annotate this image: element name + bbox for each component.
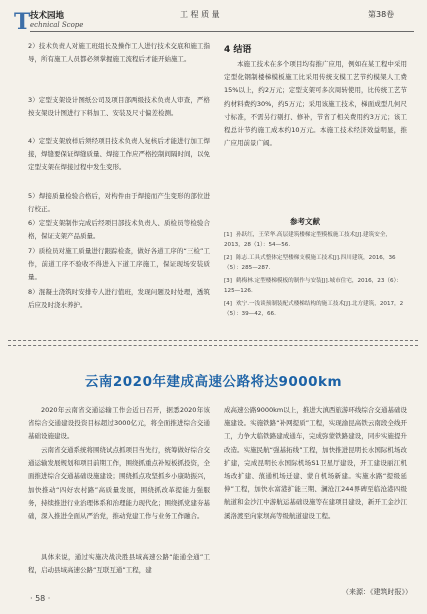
news-source: （来源：《建筑时报》） xyxy=(342,588,412,596)
reference-item: [4] 欢宁.一浅谈预制装配式楼梯结构的施工技术[J].北方建筑，2017，2（5）：39—42，66. xyxy=(224,301,404,318)
left-item-2: 2）技术负责人对施工班组长及操作工人进行技术交底和施工指导，所有施工人员都必须掌握施工流程后才能开始施工。 xyxy=(28,42,210,64)
header-rule xyxy=(30,31,414,32)
news-paragraph: 成高速公路9000km以上，推进大滇西旅游环线综合交通基础设施建设。实施铁路“补网提质”工程，实现渝昆高铁云南段全线开工，力争大临铁路建成通车，完成弥蒙铁路建设，同步实施提升改造。实施民航“强基拓线”工程，加快推进昆明长水国际机场改扩建，完成昆明长水国际机场S1卫星厅建设，开工建设丽江机场改扩建、蒗通机场迁建、蒙自机场新建。实施水路“提级延伸”工程，加快水富港扩能三期、澜沧江244界碑至临沧港四级航道和金沙江中游航运基础设施等在建项目建设，新开工金沙江溪洛渡至向家坝高等级航道建设工程。 xyxy=(224,406,407,520)
dashed-divider xyxy=(8,340,418,341)
news-title: 云南2020年建成高速公路将达9000km xyxy=(84,374,343,390)
column-title: 技术园地 xyxy=(30,11,65,21)
left-item-7: 7）质检员对施工质量进行跟踪检查，做好各道工序的“三检”工作，前道工序不验收不得进入下道工序施工，保证现场安装质量。 xyxy=(28,247,210,282)
news-paragraph: 云南省交通系统将围绕试点抓项目当先行，统筹做好综合交通运输发展规划和项目前期工作，围绕抓重点补短板抓投资，全面推进综合交通基础设施建设；围绕抓点攻坚抓乡小康助振兴，加快推动“四好农村路”高质量发展，围绕抓改革提能力强服务，持续推进行业治理体系和治理能力现代化；围绕抓党建夯基础，深入推进全面从严治党，推动党建工作与业务工作融合。 xyxy=(28,446,210,521)
left-item-8: 8）混凝土浇筑时安排专人进行值班，发现问题及时处理，透筑后应及时浇水养护。 xyxy=(28,288,210,310)
reference-item: [2] 陈志.工具式整体定型楼梯支模施工技术[J].四川建筑，2016，36（5）：285—287. xyxy=(224,255,396,272)
page-number: · 58 · xyxy=(30,594,51,603)
left-item-3: 3）定型支架设计图纸公司及项目部两级技术负责人审查，严格按支架设计图进行下料加工、安装及尺寸偏差检测。 xyxy=(28,96,210,118)
news-paragraph: 具体来说，通过实施决战决胜县域高速公路“能通全通”工程，启动县域高速公路“互联互通”工程，建 xyxy=(28,553,210,575)
column-title-en: echnical Scope xyxy=(30,21,84,29)
journal-name: 工 程 质 量 xyxy=(180,10,220,19)
left-item-5: 5）焊接质量检验合格后，对构件由于焊接而产生变形的部位进行校正。 xyxy=(28,192,210,214)
section-heading: 4 结语 xyxy=(224,45,252,55)
dashed-divider xyxy=(8,345,418,346)
reference-item: [1] 孙跃红，王荣华.高层建筑楼梯定型模板施工技术[J].建筑安全，2013，28（1）：54—56. xyxy=(224,232,392,249)
journal-logo xyxy=(14,9,31,35)
logo-letter: T xyxy=(14,9,31,35)
news-paragraph: 2020年云南省交通运输工作会近日召开，据悉2020年该省综合交通建设投资目标超过3000亿元，将全面推进综合交通基础设施建设。 xyxy=(28,406,210,441)
left-item-4: 4）定型支架放样后须经项目技术负责人复核后才能进行加工焊接，焊缝要保证焊缝质量、焊接工作应严格控制间隔时间，以免定型支架在焊接过程中发生变形。 xyxy=(28,137,210,172)
left-item-6: 6）定型支架制作完成后经项目部技术负责人、质检员等检验合格，保证支架产品质量。 xyxy=(28,219,210,241)
references-title: 参考文献 xyxy=(290,217,320,226)
reference-item: [3] 鹤梅林.定型楼梯模板的制作与安装[J].城市住宅，2016，23（6）：125—126. xyxy=(224,278,402,295)
volume-label: 第38卷 xyxy=(368,10,395,19)
conclusion-paragraph: 本施工技术在多个项目均有推广应用，例如在某工程中采用定型化钢制楼梯模板施工比采用传统支模工艺节约模架人工费15%以上，约2万元；定型支架可多次周转使用，比传统工艺节约材料费约30%，约5万元；采用该施工技术，梯面成型几何尺寸标准，不需另行剔打、修补，节省了相关费用约3万元；该工程总计节约施工成本约10万元。本施工技术经济效益明显，推广应用前景广阔。 xyxy=(224,60,407,148)
